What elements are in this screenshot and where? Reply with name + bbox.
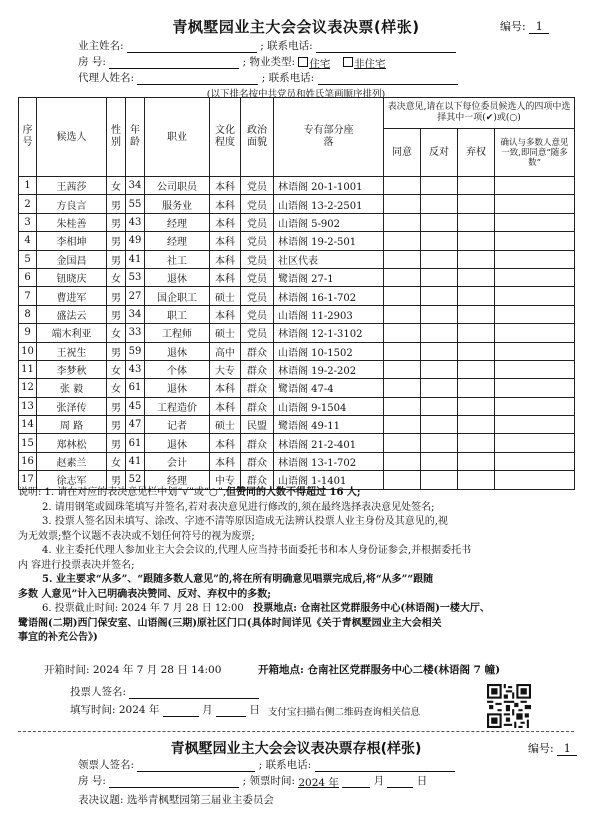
candidate-gender: 女 [107, 360, 126, 378]
instruction-4: 4. 业主委托代理人参加业主大会会议的,代理人应当持书面委托书和本人身份证参会,并根据委托书 [42, 545, 472, 556]
candidate-political-status: 群众 [241, 397, 274, 415]
stub-receiver-sign-label: 领票人签名: [78, 759, 135, 771]
candidate-political-status: 党员 [241, 232, 274, 250]
candidate-address: 山语阁 9-1504 [274, 397, 384, 415]
vote-oppose-cell[interactable] [421, 287, 458, 305]
vote-follow-majority-cell[interactable] [495, 379, 575, 397]
candidate-gender: 女 [107, 177, 126, 195]
candidate-name: 王茜莎 [37, 177, 107, 195]
candidate-political-status: 民盟 [241, 416, 274, 434]
candidate-gender: 男 [107, 287, 126, 305]
candidate-political-status: 党员 [241, 177, 274, 195]
row-number: 11 [19, 360, 37, 378]
vote-agree-cell[interactable] [384, 324, 421, 342]
vote-agree-cell[interactable] [384, 360, 421, 378]
vote-follow-majority-cell[interactable] [495, 416, 575, 434]
proxy-row: 代理人姓名: ; 联系电话: [78, 70, 458, 85]
stub-receive-month-label: 月 [373, 775, 385, 787]
vote-agree-cell[interactable] [384, 416, 421, 434]
table-row [19, 177, 575, 195]
owner-phone-field[interactable] [316, 41, 456, 53]
candidate-name: 周 路 [37, 416, 107, 434]
counting-place: 开箱地点: 仓南社区党群服务中心二楼(林语阁 7 幢) [258, 664, 501, 676]
candidate-name: 钮晓庆 [37, 268, 107, 286]
candidate-political-status: 党员 [241, 305, 274, 323]
candidate-age: 41 [126, 250, 145, 268]
stub-serial-label: 编号: [528, 742, 554, 755]
candidate-age: 49 [126, 232, 145, 250]
nonresidential-checkbox[interactable] [343, 57, 353, 67]
stub-phone-label: 联系电话: [265, 759, 312, 771]
candidate-education: 本科 [210, 452, 241, 470]
vote-follow-majority-cell[interactable] [495, 213, 575, 231]
proxy-label: 代理人姓名: [78, 72, 135, 84]
candidate-education: 本科 [210, 397, 241, 415]
row-number: 1 [19, 177, 37, 195]
candidate-education: 本科 [210, 250, 241, 268]
candidate-political-status: 党员 [241, 324, 274, 342]
vote-agree-cell[interactable] [384, 434, 421, 452]
table-row [19, 305, 575, 323]
candidate-political-status: 党员 [241, 287, 274, 305]
row-number: 5 [19, 250, 37, 268]
candidate-political-status: 党员 [241, 250, 274, 268]
candidate-address: 山语阁 10-1502 [274, 342, 384, 360]
vote-follow-majority-cell[interactable] [495, 195, 575, 213]
candidate-age: 43 [126, 360, 145, 378]
vote-oppose-cell[interactable] [421, 434, 458, 452]
vote-abstain-cell[interactable] [458, 232, 495, 250]
residential-label: 住宅 [309, 58, 331, 70]
candidate-name: 赵素兰 [37, 452, 107, 470]
vote-oppose-cell[interactable] [421, 305, 458, 323]
candidate-gender: 男 [107, 342, 126, 360]
candidate-gender: 女 [107, 324, 126, 342]
vote-oppose-cell[interactable] [421, 177, 458, 195]
order-note: (以下排名按中共党员和姓氏笔画顺序排列) [206, 89, 386, 100]
vote-follow-majority-cell[interactable] [495, 250, 575, 268]
header-oppose: 反对 [421, 129, 458, 177]
vote-follow-majority-cell[interactable] [495, 452, 575, 470]
owner-name-row: 业主姓名: ; 联系电话: [78, 38, 456, 53]
qr-hint: 支付宝扫描右侧二维码查询相关信息 [268, 707, 421, 718]
vote-abstain-cell[interactable] [458, 452, 495, 470]
candidate-age: 61 [126, 434, 145, 452]
candidate-job: 经理 [145, 213, 210, 231]
header-candidate: 候选人 [37, 98, 107, 177]
candidate-address: 社区代表 [274, 250, 384, 268]
vote-agree-cell[interactable] [384, 268, 421, 286]
candidate-education: 本科 [210, 379, 241, 397]
candidate-name: 朱桂善 [37, 213, 107, 231]
table-row [19, 195, 575, 213]
counting-time: 开箱时间: 2024 年 7 月 28 日 14:00 [44, 664, 222, 676]
candidate-age: 34 [126, 177, 145, 195]
candidate-address: 林语阁 19-2-501 [274, 232, 384, 250]
fill-time-row [70, 702, 260, 717]
vote-agree-cell[interactable] [384, 250, 421, 268]
house-row: 房 号: ; 物业类型: 住宅 非住宅 [78, 56, 386, 70]
candidate-political-status: 群众 [241, 342, 274, 360]
row-number: 6 [19, 268, 37, 286]
stub-title: 青枫墅园业主大会会议表决票存根(样张) [170, 741, 422, 757]
candidate-job: 记者 [145, 416, 210, 434]
candidate-education: 本科 [210, 434, 241, 452]
candidate-gender: 男 [107, 397, 126, 415]
header-vote-title: 表决意见,请在以下每位委员候选人的四项中选择其中一项(✔)或(○) [384, 98, 575, 129]
candidate-name: 郑林松 [37, 434, 107, 452]
vote-oppose-cell[interactable] [421, 195, 458, 213]
vote-agree-cell[interactable] [384, 287, 421, 305]
vote-follow-majority-cell[interactable] [495, 305, 575, 323]
vote-agree-cell[interactable] [384, 177, 421, 195]
row-number: 9 [19, 324, 37, 342]
qr-code-icon [487, 684, 531, 728]
stub-house-row: 房 号: ; 领票时间: 2024 年 月 日 [78, 775, 428, 789]
instruction-2: 2. 请用钢笔或圆珠笔填写并签名,若对表决意见进行修改的,须在最终选择表决意见处签名; [42, 501, 435, 513]
proxy-phone-label: 联系电话: [268, 72, 315, 84]
vote-oppose-cell[interactable] [421, 250, 458, 268]
candidate-job: 公司职员 [145, 177, 210, 195]
tear-line [18, 731, 574, 732]
candidate-gender: 男 [107, 232, 126, 250]
candidate-age: 45 [126, 397, 145, 415]
vote-abstain-cell[interactable] [458, 250, 495, 268]
table-row [19, 268, 575, 286]
candidate-age: 53 [126, 268, 145, 286]
candidate-name: 徐志军 [37, 471, 107, 489]
candidate-age: 52 [126, 471, 145, 489]
stub-receive-time-label: 领票时间: [249, 775, 296, 787]
candidate-table [18, 97, 575, 490]
header-gender: 性别 [107, 98, 126, 177]
row-number: 10 [19, 342, 37, 360]
candidate-political-status: 群众 [241, 379, 274, 397]
vote-abstain-cell[interactable] [458, 305, 495, 323]
stub-house-field[interactable] [109, 776, 239, 788]
stub-house-label: 房 号: [78, 775, 106, 787]
instruction-6: 6. 投票截止时间: 2024 年 7 月 28 日 12:00 投票地点: 仓南社区党群服务中心(林语阁)一楼大厅、 [42, 603, 490, 614]
vote-oppose-cell[interactable] [421, 342, 458, 360]
header-age: 年龄 [126, 98, 145, 177]
instruction-6d: 事宜的补充公告》) [18, 632, 98, 643]
owner-name-label: 业主姓名: [78, 40, 124, 52]
row-number: 16 [19, 452, 37, 470]
vote-oppose-cell[interactable] [421, 213, 458, 231]
table-row [19, 379, 575, 397]
house-field[interactable] [109, 57, 239, 69]
candidate-address: 林语阁 21-2-401 [274, 434, 384, 452]
instruction-5b: 多数 人意见”计入已明确表决赞同、反对、弃权中的多数; [18, 588, 271, 600]
stub-receive-day-field[interactable] [387, 776, 413, 788]
vote-oppose-cell[interactable] [421, 268, 458, 286]
residential-checkbox[interactable] [298, 57, 308, 67]
vote-oppose-cell[interactable] [421, 324, 458, 342]
candidate-gender: 男 [107, 305, 126, 323]
vote-abstain-cell[interactable] [458, 360, 495, 378]
vote-abstain-cell[interactable] [458, 195, 495, 213]
candidate-gender: 男 [107, 434, 126, 452]
candidate-political-status: 党员 [241, 268, 274, 286]
table-row [19, 232, 575, 250]
vote-abstain-cell[interactable] [458, 416, 495, 434]
property-type-label: 物业类型: [249, 56, 296, 68]
stub-receive-month-field[interactable] [342, 776, 370, 788]
candidate-education: 本科 [210, 195, 241, 213]
vote-oppose-cell[interactable] [421, 379, 458, 397]
candidate-gender: 男 [107, 213, 126, 231]
vote-follow-majority-cell[interactable] [495, 287, 575, 305]
candidate-political-status: 党员 [241, 213, 274, 231]
owner-phone-label: 联系电话: [267, 40, 313, 52]
candidate-name: 盛法云 [37, 305, 107, 323]
vote-abstain-cell[interactable] [458, 434, 495, 452]
candidate-address: 山语阁 5-902 [274, 213, 384, 231]
vote-follow-majority-cell[interactable] [495, 232, 575, 250]
candidate-job: 职工 [145, 305, 210, 323]
instructions [18, 486, 574, 646]
candidate-address: 鹭语阁 47-4 [274, 379, 384, 397]
candidate-job: 退休 [145, 342, 210, 360]
stub-receiver-sign-field[interactable] [137, 760, 255, 772]
voter-sign-field[interactable] [129, 687, 259, 699]
vote-agree-cell[interactable] [384, 232, 421, 250]
candidate-age: 33 [126, 324, 145, 342]
table-row [19, 360, 575, 378]
vote-oppose-cell[interactable] [421, 452, 458, 470]
candidate-education: 大专 [210, 360, 241, 378]
instruction-6c: 鹭语阁(二期)西门保安室、山语阁(三期)原社区门口(具体时间详见《关于青枫墅园业主大会相关 [18, 617, 442, 629]
candidate-age: 59 [126, 342, 145, 360]
stub-phone-field[interactable] [315, 760, 455, 772]
candidate-address: 林语阁 16-1-702 [274, 287, 384, 305]
row-number: 17 [19, 471, 37, 489]
stub-topic: 表决议题: 选举青枫墅园第三届业主委员会 [78, 794, 274, 806]
vote-abstain-cell[interactable] [458, 379, 495, 397]
voter-sign-label: 投票人签名: [70, 686, 127, 698]
candidate-address: 鹭语阁 27-1 [274, 268, 384, 286]
candidate-political-status: 群众 [241, 434, 274, 452]
candidate-education: 本科 [210, 177, 241, 195]
table-row [19, 397, 575, 415]
candidate-education: 硕士 [210, 287, 241, 305]
vote-abstain-cell[interactable] [458, 324, 495, 342]
row-number: 14 [19, 416, 37, 434]
candidate-job: 工程造价 [145, 397, 210, 415]
candidate-job: 社工 [145, 250, 210, 268]
vote-agree-cell[interactable] [384, 452, 421, 470]
vote-follow-majority-cell[interactable] [495, 268, 575, 286]
candidate-name: 张泽传 [37, 397, 107, 415]
row-number: 2 [19, 195, 37, 213]
serial-label: 编号: [500, 20, 526, 33]
vote-follow-majority-cell[interactable] [495, 434, 575, 452]
candidate-address: 林语阁 19-2-202 [274, 360, 384, 378]
row-number: 8 [19, 305, 37, 323]
candidate-address: 山语阁 1-1401 [274, 471, 384, 489]
header-edu: 文化程度 [210, 98, 241, 177]
candidate-gender: 男 [107, 195, 126, 213]
stub-serial-value: 1 [557, 742, 577, 756]
candidate-name: 王祝生 [37, 342, 107, 360]
stub-receiver-row: 领票人签名: ; 联系电话: [78, 757, 455, 772]
fill-month-field[interactable] [163, 705, 199, 717]
candidate-age: 43 [126, 213, 145, 231]
vote-agree-cell[interactable] [384, 305, 421, 323]
ballot-title: 青枫墅园业主大会会议表决票(样张) [172, 18, 420, 36]
candidate-job: 会计 [145, 452, 210, 470]
candidate-political-status: 群众 [241, 452, 274, 470]
candidate-address: 林语阁 20-1-1001 [274, 177, 384, 195]
vote-follow-majority-cell[interactable] [495, 397, 575, 415]
header-follow-majority: 确认与多数人意见一致,即同意“随多数” [495, 129, 575, 177]
candidate-job: 国企职工 [145, 287, 210, 305]
candidate-address: 林语阁 12-1-3102 [274, 324, 384, 342]
candidate-education: 中专 [210, 471, 241, 489]
candidate-education: 本科 [210, 268, 241, 286]
vote-abstain-cell[interactable] [458, 287, 495, 305]
header-job: 职业 [145, 98, 210, 177]
month-label: 月 [202, 704, 213, 716]
table-row [19, 452, 575, 470]
vote-oppose-cell[interactable] [421, 416, 458, 434]
candidate-education: 本科 [210, 305, 241, 323]
candidate-job: 工程师 [145, 324, 210, 342]
candidate-address: 林语阁 13-1-702 [274, 452, 384, 470]
candidate-gender: 男 [107, 416, 126, 434]
vote-abstain-cell[interactable] [458, 342, 495, 360]
vote-agree-cell[interactable] [384, 195, 421, 213]
candidate-name: 方良言 [37, 195, 107, 213]
candidate-name: 张 毅 [37, 379, 107, 397]
candidate-education: 硕士 [210, 324, 241, 342]
candidate-job: 退休 [145, 379, 210, 397]
candidate-gender: 女 [107, 452, 126, 470]
candidate-education: 本科 [210, 232, 241, 250]
fill-time-label: 填写时间: 2024 年 [70, 704, 160, 716]
fill-day-field[interactable] [216, 705, 246, 717]
candidate-gender: 男 [107, 471, 126, 489]
candidate-age: 41 [126, 452, 145, 470]
candidate-job: 经理 [145, 232, 210, 250]
candidate-political-status: 群众 [241, 360, 274, 378]
vote-follow-majority-cell[interactable] [495, 177, 575, 195]
table-row [19, 324, 575, 342]
instruction-4b: 内 容进行投票表决并签名; [18, 559, 135, 571]
row-number: 4 [19, 232, 37, 250]
candidate-name: 端木利亚 [37, 324, 107, 342]
vote-follow-majority-cell[interactable] [495, 342, 575, 360]
house-label: 房 号: [78, 56, 106, 68]
vote-agree-cell[interactable] [384, 379, 421, 397]
vote-abstain-cell[interactable] [458, 397, 495, 415]
row-number: 15 [19, 434, 37, 452]
day-label: 日 [249, 704, 260, 716]
candidate-job: 服务业 [145, 195, 210, 213]
table-row [19, 213, 575, 231]
candidate-age: 34 [126, 305, 145, 323]
voter-sign-row [70, 684, 259, 699]
candidate-age: 47 [126, 416, 145, 434]
candidate-age: 55 [126, 195, 145, 213]
candidate-name: 李相坤 [37, 232, 107, 250]
header-political: 政治面貌 [241, 98, 274, 177]
vote-agree-cell[interactable] [384, 213, 421, 231]
candidate-address: 山语阁 13-2-2501 [274, 195, 384, 213]
candidate-gender: 女 [107, 268, 126, 286]
candidate-name: 李梦秋 [37, 360, 107, 378]
instruction-3b: 为无效票;整个议题不表决或不划任何符号的视为废票; [18, 530, 255, 542]
row-number: 3 [19, 213, 37, 231]
candidate-job: 退休 [145, 268, 210, 286]
header-address: 专有部分座落 [274, 98, 384, 177]
serial-value: 1 [529, 20, 549, 34]
row-number: 7 [19, 287, 37, 305]
candidate-address: 山语阁 11-2903 [274, 305, 384, 323]
row-number: 12 [19, 379, 37, 397]
vote-abstain-cell[interactable] [458, 213, 495, 231]
header-abstain: 弃权 [458, 129, 495, 177]
candidate-job: 经理 [145, 471, 210, 489]
instruction-1: 说明: 1. 请在对应的表决意见栏中划“√”或“○”,但赞同的人数不得超过 16 人; [18, 487, 361, 498]
owner-name-field[interactable] [127, 41, 257, 53]
header-agree: 同意 [384, 129, 421, 177]
candidate-education: 本科 [210, 213, 241, 231]
proxy-field[interactable] [137, 73, 258, 85]
candidate-gender: 男 [107, 250, 126, 268]
table-row [19, 342, 575, 360]
stub-receive-year: 2024 年 [298, 777, 339, 789]
header-no: 序号 [19, 98, 37, 177]
candidate-name: 曹进军 [37, 287, 107, 305]
table-row [19, 287, 575, 305]
vote-follow-majority-cell[interactable] [495, 324, 575, 342]
candidate-address: 鹭语阁 49-11 [274, 416, 384, 434]
candidate-political-status: 党员 [241, 195, 274, 213]
table-row [19, 250, 575, 268]
candidate-education: 硕士 [210, 416, 241, 434]
candidate-age: 61 [126, 379, 145, 397]
vote-abstain-cell[interactable] [458, 268, 495, 286]
vote-agree-cell[interactable] [384, 397, 421, 415]
vote-agree-cell[interactable] [384, 342, 421, 360]
instruction-5: 5. 业主要求“从多”、“跟随多数人意见”的,将在所有明确意见唱票完成后,将“从多”“跟随 [42, 574, 434, 585]
candidate-age: 27 [126, 287, 145, 305]
vote-oppose-cell[interactable] [421, 232, 458, 250]
candidate-education: 高中 [210, 342, 241, 360]
candidate-gender: 女 [107, 379, 126, 397]
nonresidential-label: 非住宅 [354, 58, 386, 70]
table-row [19, 434, 575, 452]
candidate-job: 个体 [145, 360, 210, 378]
stub-receive-day-label: 日 [416, 775, 428, 787]
serial-number [500, 18, 549, 34]
vote-follow-majority-cell[interactable] [495, 360, 575, 378]
table-row [19, 416, 575, 434]
vote-oppose-cell[interactable] [421, 397, 458, 415]
candidate-job: 退休 [145, 434, 210, 452]
candidate-political-status: 群众 [241, 471, 274, 489]
row-number: 13 [19, 397, 37, 415]
proxy-phone-field[interactable] [318, 73, 458, 85]
stub-serial-number [528, 740, 577, 756]
vote-abstain-cell[interactable] [458, 177, 495, 195]
instruction-3: 3. 投票人签名因未填写、涂改、字迹不清等原因造成无法辨认投票人业主身份及其意见的,视 [42, 516, 448, 527]
candidate-name: 金国昌 [37, 250, 107, 268]
vote-oppose-cell[interactable] [421, 360, 458, 378]
